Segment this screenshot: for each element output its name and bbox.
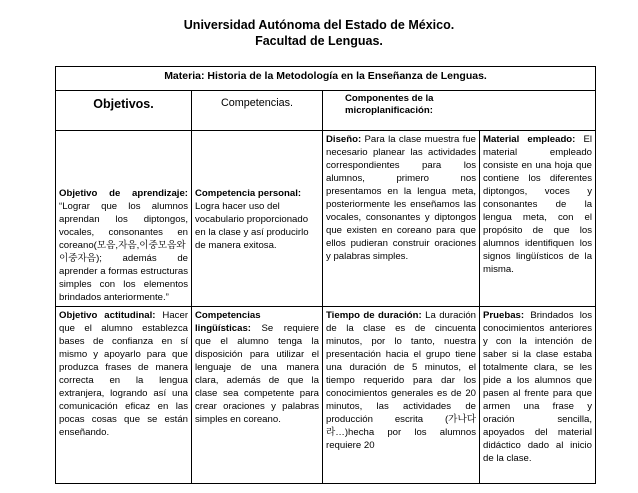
diseno-text: Para la clase muestra fue necesario planear las actividades correspondientes para los alumnos, primero nos presentamos en la lengua meta, posteriormente les enseñamos las vocales, consonantes y diptongos que existen en coreano para que ellos pudieran construir oraciones y palabras simples. bbox=[326, 134, 476, 262]
competencia-personal-cell bbox=[192, 131, 323, 307]
material-text: El material empleado consiste en una hoja que contiene los diferentes diptongos, voces y consonantes de la lengua meta, con el propósito de que los alumnos identifiquen los signos lingüísticos de la misma. bbox=[483, 134, 593, 275]
competencias-linguisticas-text: Se requiere que el alumno tenga la disposición para utilizar el lenguaje de una manera clara, además de que la clase sea competente para crear oraciones y palabras simples en coreano. bbox=[195, 323, 319, 425]
competencias-linguisticas-cell bbox=[192, 307, 323, 484]
faculty-title: Facultad de Lenguas. bbox=[255, 34, 383, 48]
competencias-linguisticas-label: Competencias lingüísticas: bbox=[195, 310, 261, 334]
university-title: Universidad Autónoma del Estado de México. bbox=[183, 18, 455, 32]
objetivo-aprendizaje-cell bbox=[56, 131, 192, 307]
objetivo-actitudinal-cell bbox=[56, 307, 192, 484]
competencia-personal-text: Logra hacer uso del vocabulario proporcionado en la clase y así producirlo de manera exitosa. bbox=[195, 201, 309, 251]
competencia-personal-label: Competencia personal: bbox=[195, 188, 302, 199]
material-label: Material empleado: bbox=[483, 134, 576, 145]
pruebas-text: Brindados los conocimientos anteriores y con la intención de saber si la clase estaba totalmente clara, se les pide a los alumnos que pasen al frente para que armen una frase y oración sencilla, apoyados del material didáctico dado al inicio de la clase. bbox=[483, 310, 593, 464]
tiempo-label: Tiempo de duración: bbox=[326, 310, 422, 321]
header-componentes bbox=[323, 91, 596, 131]
header-competencias: Competencias. bbox=[192, 91, 323, 131]
tiempo-cell bbox=[323, 307, 480, 484]
planning-table bbox=[55, 66, 596, 484]
material-cell bbox=[480, 131, 596, 307]
tiempo-text: La duración de la clase es de cincuenta minutos, por lo tanto, nuestra presentación hacia el grupo tiene una duración de 5 minutos, el tiempo requerido para dar los conocimientos generales es de 20 minutos, las actividades de producción escrita (가나다라…)hecha por los alumnos requiere 20 bbox=[326, 310, 477, 451]
diseno-cell bbox=[323, 131, 480, 307]
pruebas-label: Pruebas: bbox=[483, 310, 525, 321]
objetivo-actitudinal-label: Objetivo actitudinal: bbox=[59, 310, 156, 321]
diseno-label: Diseño: bbox=[326, 134, 362, 145]
materia-row: Materia: Historia de la Metodología en la Enseñanza de Lenguas. bbox=[56, 67, 596, 91]
header-componentes-text: Componentes de la microplanificación: bbox=[345, 93, 434, 116]
objetivo-aprendizaje-text: “Lograr que los alumnos aprendan los diptongos, vocales, consonantes en coreano(모음,자음,이중모음와 이중자음); además de aprender a formas estructuras simples con los elementos brindados anteriormente.” bbox=[59, 201, 188, 303]
objetivo-actitudinal-text: Hacer que el alumno establezca bases de confianza en sí mismo y apoyarlo para que produzca frases de manera correcta en la lengua extranjera, logrando así una comunicación eficaz en las pocas cosas que se están enseñando. bbox=[59, 310, 189, 438]
pruebas-cell bbox=[480, 307, 596, 484]
header-objetivos: Objetivos. bbox=[56, 91, 192, 131]
objetivo-aprendizaje-label: Objetivo de aprendizaje: bbox=[59, 188, 188, 199]
